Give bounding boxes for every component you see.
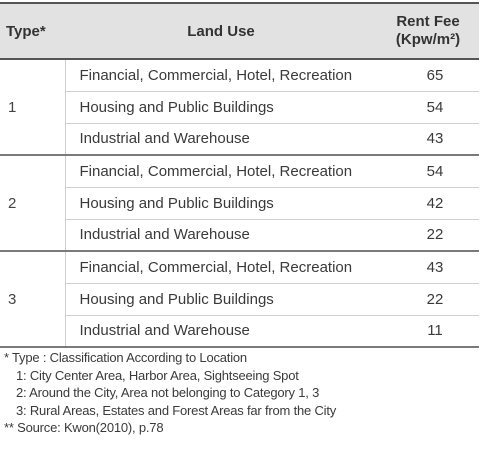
rent-fee-cell: 22 bbox=[377, 219, 479, 251]
land-use-cell: Industrial and Warehouse bbox=[65, 315, 377, 347]
footnote-item-2: 2: Around the City, Area not belonging to Category 1, 3 bbox=[16, 385, 320, 400]
land-use-cell: Housing and Public Buildings bbox=[65, 187, 377, 219]
footnote-item-1: 1: City Center Area, Harbor Area, Sightseeing Spot bbox=[16, 367, 299, 383]
land-use-cell: Industrial and Warehouse bbox=[65, 219, 377, 251]
header-land-use: Land Use bbox=[65, 3, 377, 59]
table-row bbox=[0, 219, 479, 251]
table-row bbox=[0, 91, 479, 123]
rent-fee-table bbox=[0, 2, 479, 348]
type-cell: 2 bbox=[0, 155, 65, 251]
rent-fee-cell: 42 bbox=[377, 187, 479, 219]
table-row bbox=[0, 251, 479, 283]
rent-fee-cell: 54 bbox=[377, 155, 479, 187]
header-rent-fee bbox=[377, 3, 479, 59]
rent-fee-cell: 43 bbox=[377, 123, 479, 155]
footnote-type: * Type : Classification According to Location bbox=[4, 350, 247, 365]
table-row bbox=[0, 155, 479, 187]
table-row bbox=[0, 59, 479, 91]
table-row bbox=[0, 187, 479, 219]
type-cell: 1 bbox=[0, 59, 65, 155]
table-row bbox=[0, 283, 479, 315]
header-rent-fee-unit: (Kpw/m²) bbox=[395, 31, 461, 48]
header-type: Type* bbox=[0, 3, 65, 59]
rent-fee-cell: 43 bbox=[377, 251, 479, 283]
header-row bbox=[0, 3, 479, 59]
land-use-cell: Housing and Public Buildings bbox=[65, 283, 377, 315]
footnote-item-3: 3: Rural Areas, Estates and Forest Areas far from the City bbox=[16, 402, 337, 418]
rent-fee-cell: 22 bbox=[377, 283, 479, 315]
table-row bbox=[0, 123, 479, 155]
land-use-cell: Housing and Public Buildings bbox=[65, 91, 377, 123]
land-use-cell: Industrial and Warehouse bbox=[65, 123, 377, 155]
table-header bbox=[0, 3, 479, 59]
table-row bbox=[0, 315, 479, 347]
land-use-cell: Financial, Commercial, Hotel, Recreation bbox=[65, 251, 377, 283]
rent-fee-cell: 54 bbox=[377, 91, 479, 123]
table-body bbox=[0, 59, 479, 347]
rent-fee-cell: 11 bbox=[377, 315, 479, 347]
rent-fee-cell: 65 bbox=[377, 59, 479, 91]
footnote-source: ** Source: Kwon(2010), p.78 bbox=[4, 420, 164, 435]
footnotes bbox=[4, 349, 336, 437]
land-use-cell: Financial, Commercial, Hotel, Recreation bbox=[65, 155, 377, 187]
land-use-cell: Financial, Commercial, Hotel, Recreation bbox=[65, 59, 377, 91]
type-cell: 3 bbox=[0, 251, 65, 347]
header-rent-fee-label: Rent Fee bbox=[396, 13, 460, 30]
